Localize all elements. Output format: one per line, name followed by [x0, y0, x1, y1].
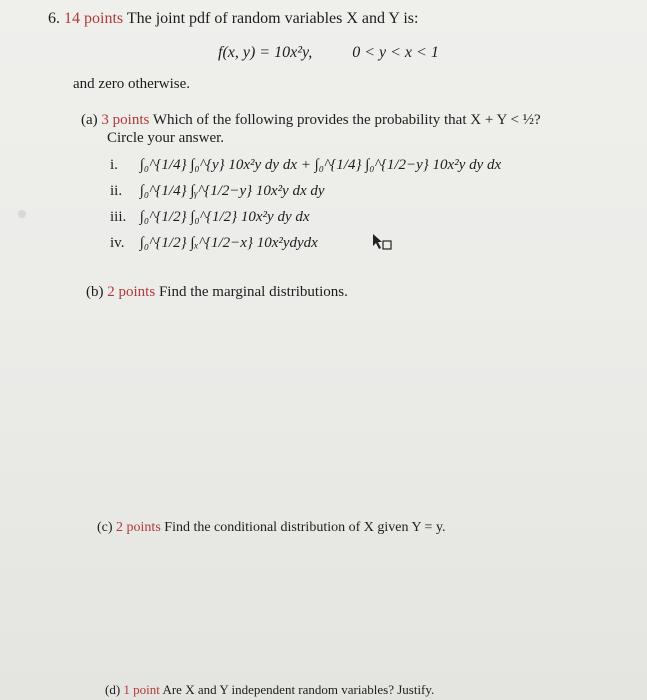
option-label: iii.	[110, 209, 127, 225]
part-d-text: Are X and Y independent random variables? Justify.	[162, 682, 435, 697]
part-c-text: Find the conditional distribution of X given Y = y.	[164, 520, 446, 535]
part-b-prompt	[86, 284, 348, 301]
question-text: The joint pdf of random variables X and Y is:	[126, 10, 419, 27]
option-expression: ∫₀^{1/4} ∫₀^{y} 10x²y dy dx + ∫₀^{1/4} ∫₀^{1/2−y} 10x²y dy dx	[139, 157, 502, 173]
question-points: 14 points	[64, 10, 124, 27]
part-d-label: (d)	[105, 682, 121, 697]
joint-pdf-formula	[218, 44, 439, 62]
pdf-support: 0 < y < x < 1	[352, 44, 439, 61]
part-b-text: Find the marginal distributions.	[158, 284, 348, 300]
option-label: ii.	[110, 183, 123, 199]
part-a-instruction: Circle your answer.	[107, 130, 225, 146]
option-expression: ∫₀^{1/4} ∫ᵧ^{1/2−y} 10x²y dx dy	[139, 183, 325, 199]
paper-mark	[18, 210, 26, 218]
part-c-points: 2 points	[116, 520, 161, 535]
question-header	[48, 10, 418, 28]
option-i[interactable]	[110, 157, 501, 174]
part-a-prompt	[81, 112, 541, 129]
part-d-points: 1 point	[123, 682, 160, 697]
part-c-label: (c)	[97, 520, 113, 535]
part-a-label: (a)	[81, 112, 98, 128]
otherwise-text: and zero otherwise.	[73, 76, 191, 92]
option-expression: ∫₀^{1/2} ∫₀^{1/2} 10x²y dy dx	[139, 209, 310, 225]
part-d-prompt	[105, 682, 434, 698]
part-a-points: 3 points	[101, 112, 150, 128]
option-iii[interactable]	[110, 209, 310, 226]
option-iv[interactable]	[110, 235, 318, 252]
part-b-label: (b)	[86, 284, 104, 300]
part-c-prompt	[97, 520, 446, 536]
part-a-text: Which of the following provides the probability that X + Y < ½?	[152, 112, 541, 128]
option-expression: ∫₀^{1/2} ∫ₓ^{1/2−x} 10x²ydydx	[139, 235, 318, 251]
question-number: 6.	[48, 10, 60, 27]
part-b-points: 2 points	[107, 284, 156, 300]
option-ii[interactable]	[110, 183, 325, 200]
option-label: i.	[110, 157, 118, 173]
mouse-cursor-icon	[371, 232, 393, 252]
pdf-expression: f(x, y) = 10x²y,	[218, 44, 313, 61]
option-label: iv.	[110, 235, 125, 251]
